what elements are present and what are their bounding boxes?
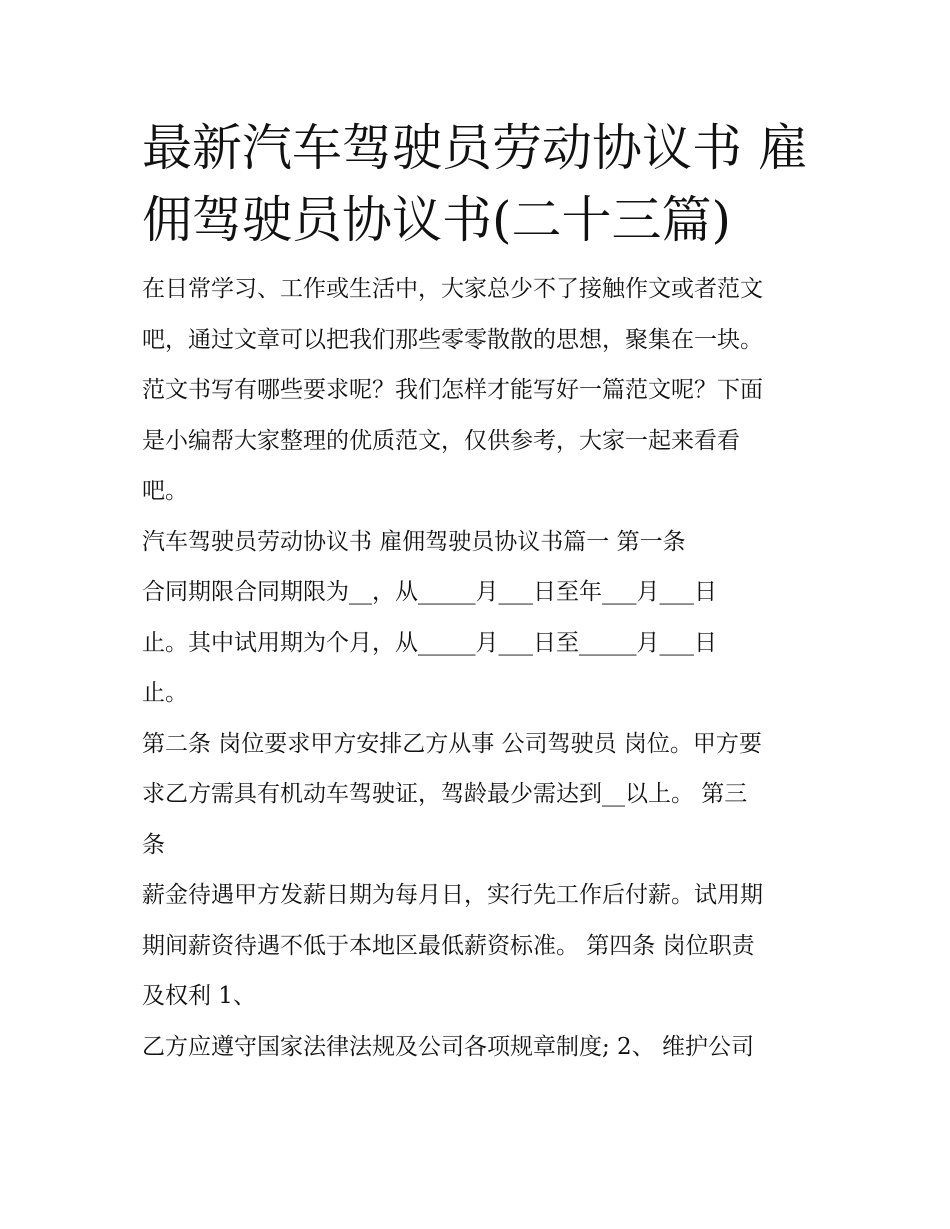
document-page [142,112,822,1072]
body-line: 止。 [142,680,188,706]
body-line: 止。其中试用期为个月，从_____月___日至_____月___日 [142,629,717,656]
body-line: 及权利 1、 [142,983,256,1009]
body-line: 第二条 岗位要求甲方安排乙方从事 公司驾驶员 岗位。甲方要 [142,730,762,757]
body-line: 是小编帮大家整理的优质范文，仅供参考，大家一起来看看 [142,427,740,454]
document-title [142,112,822,256]
body-line: 期间薪资待遇不低于本地区最低薪资标准。 第四条 岗位职责 [142,932,755,959]
title-line: 最新汽车驾驶员劳动协议书 雇 [142,119,808,177]
body-line: 求乙方需具有机动车驾驶证，驾龄最少需达到__以上。 第三 [142,781,748,807]
body-line: 吧。 [142,478,188,504]
title-line: 佣驾驶员协议书(二十三篇) [142,191,732,249]
body-line: 在日常学习、工作或生活中，大家总少不了接触作文或者范文 [142,276,763,302]
body-line: 范文书写有哪些要求呢？我们怎样才能写好一篇范文呢？下面 [142,377,763,403]
body-line: 吧，通过文章可以把我们那些零零散散的思想，聚集在一块。 [142,326,763,353]
document-body [142,264,822,1072]
body-line: 汽车驾驶员劳动协议书 雇佣驾驶员协议书篇一 第一条 [142,528,686,555]
body-line: 条 [142,831,165,858]
body-line: 乙方应遵守国家法律法规及公司各项规章制度; 2、 维护公司 [142,1033,755,1060]
body-line: 合同期限合同期限为__，从_____月___日至年___月___日 [142,579,717,605]
body-line: 薪金待遇甲方发薪日期为每月日，实行先工作后付薪。试用期 [142,882,763,908]
